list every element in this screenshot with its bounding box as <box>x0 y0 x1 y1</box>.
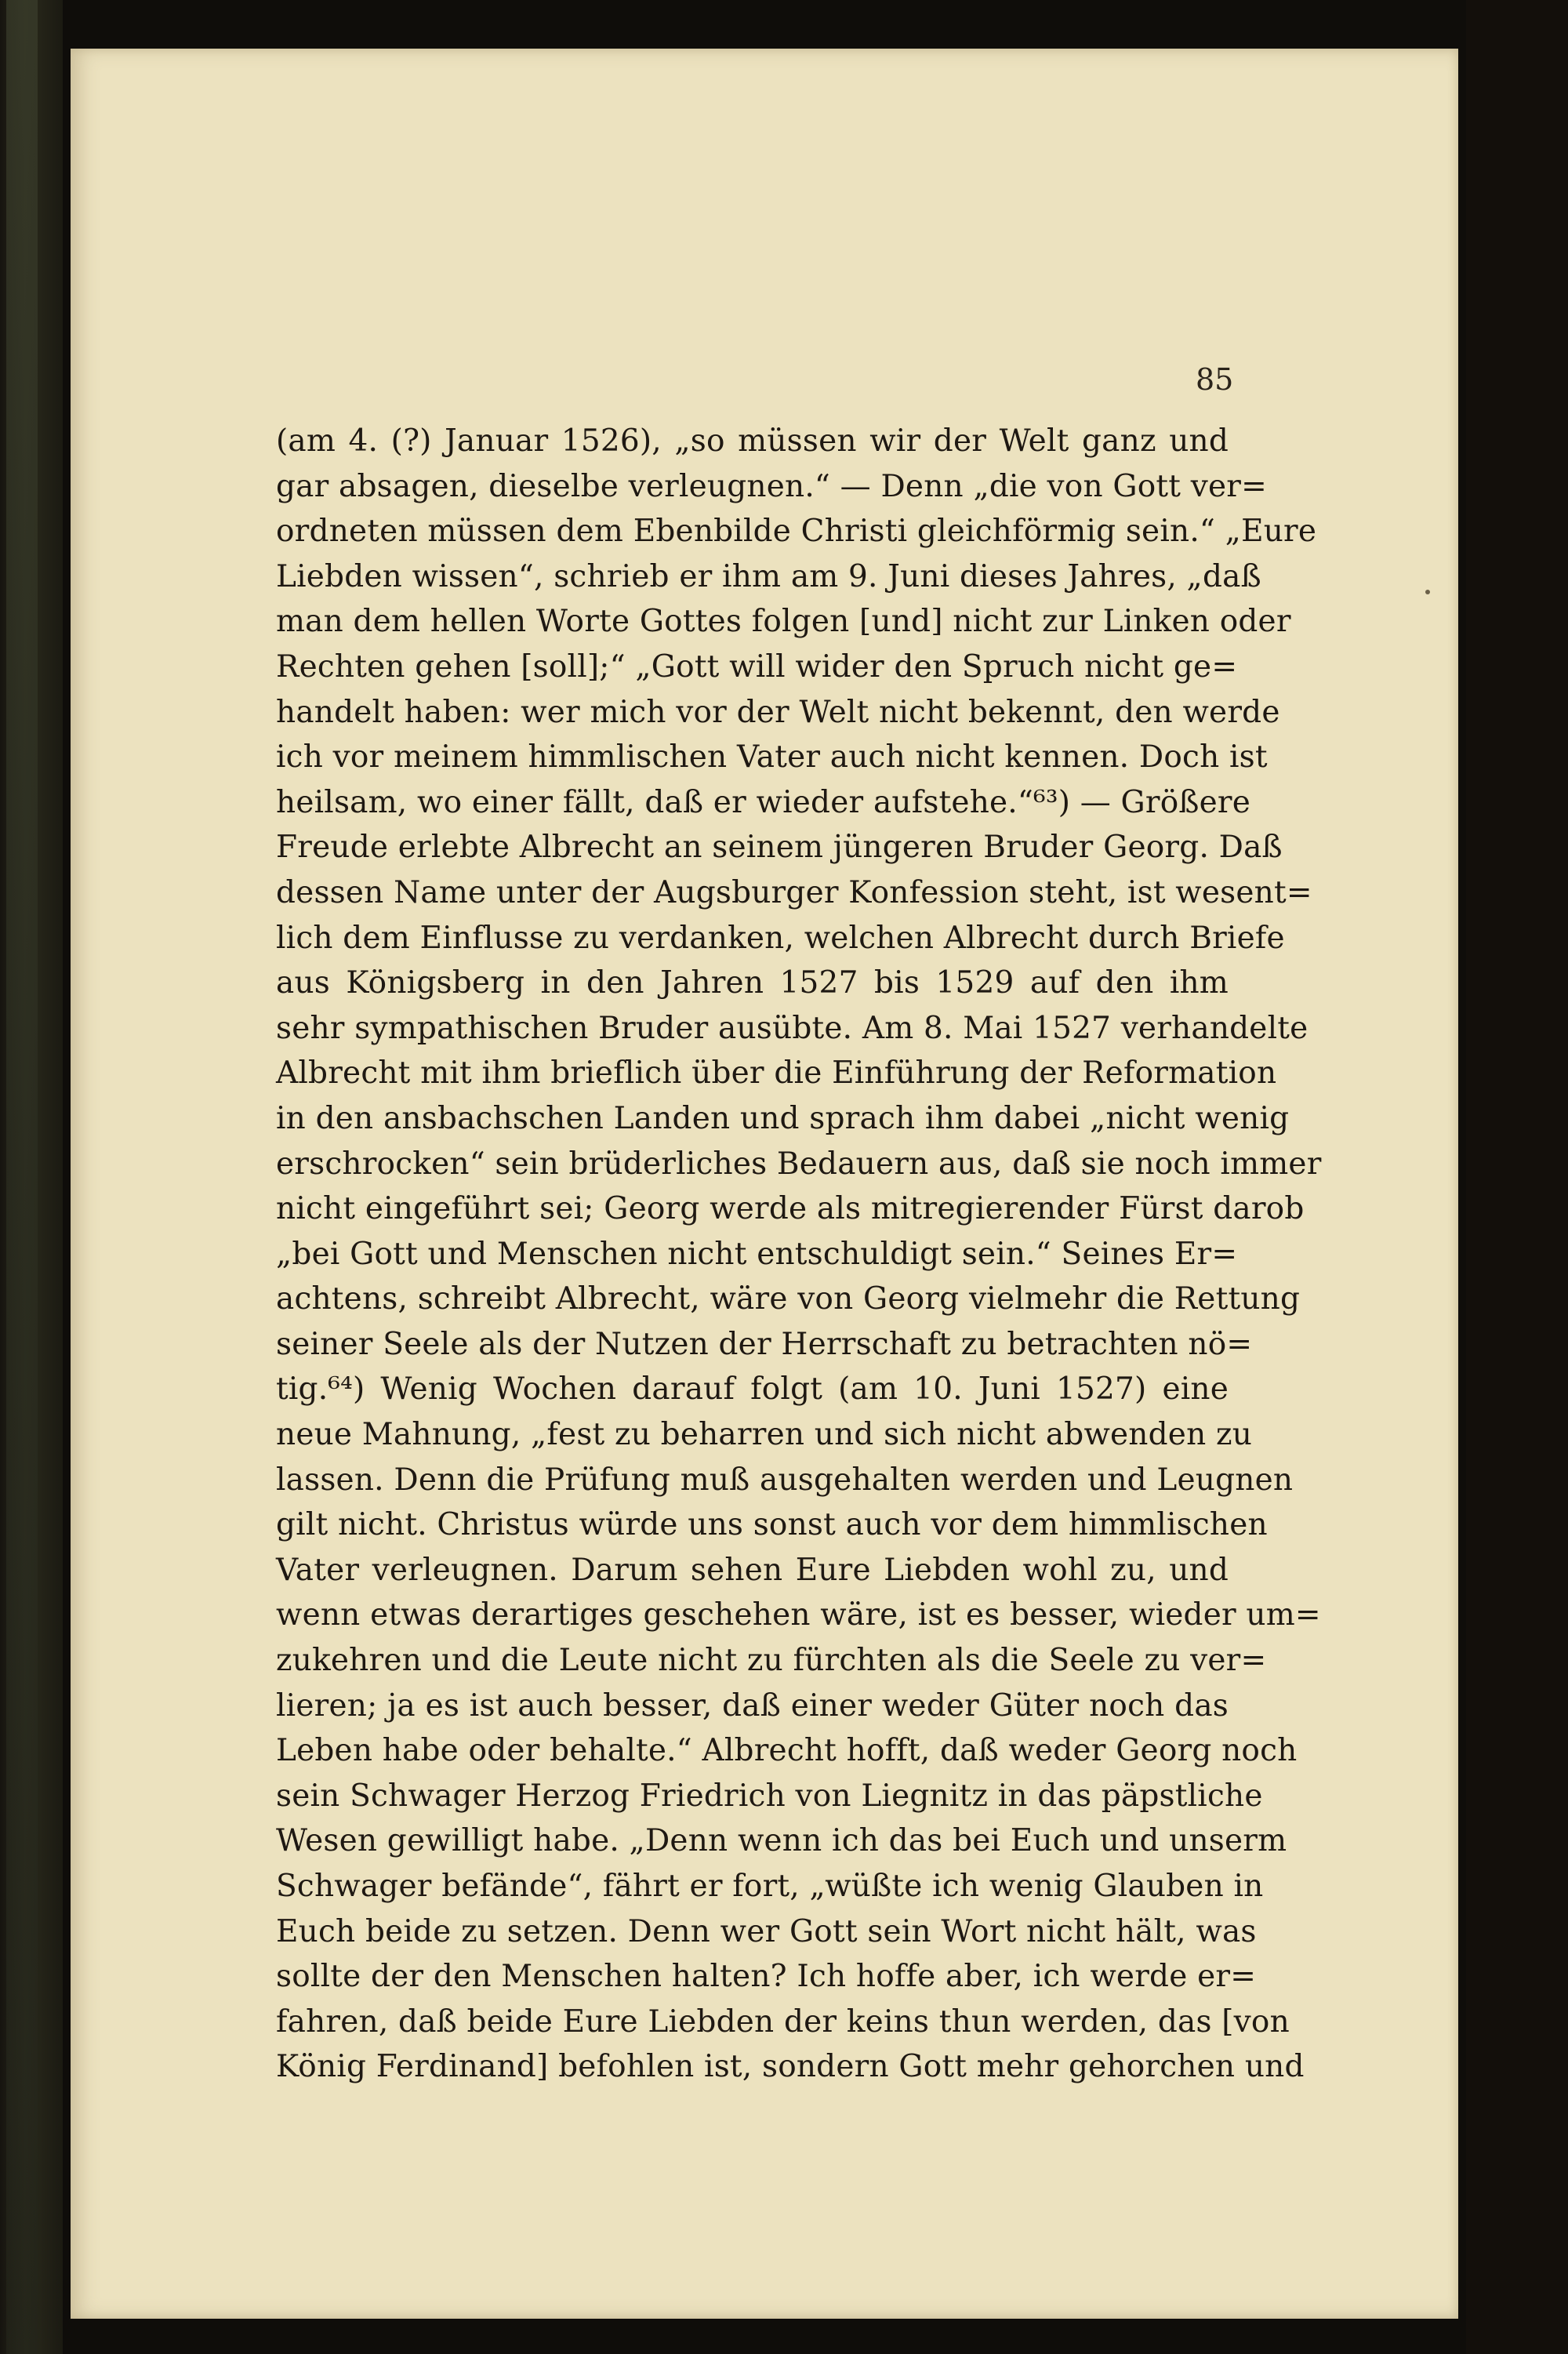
text-line: sehr sympathischen Bruder ausübte. Am 8. Mai 1527 verhandelte <box>276 1010 1308 1046</box>
text-line: gilt nicht. Christus würde uns sonst auch vor dem himmlischen <box>276 1507 1268 1543</box>
text-line: Vater verleugnen. Darum sehen Eure Liebden wohl zu, und <box>276 1552 1229 1588</box>
text-line: tig.⁶⁴) Wenig Wochen darauf folgt (am 10. Juni 1527) eine <box>276 1371 1229 1408</box>
text-line: Freude erlebte Albrecht an seinem jüngeren Bruder Georg. Daß <box>276 830 1283 866</box>
text-line: neue Mahnung, „fest zu beharren und sich nicht abwenden zu <box>276 1417 1253 1453</box>
book-binding-right <box>1466 0 1568 2354</box>
text-line: lassen. Denn die Prüfung muß ausgehalten werden und Leugnen <box>276 1462 1294 1498</box>
text-line: lieren; ja es ist auch besser, daß einer weder Güter noch das <box>276 1687 1229 1724</box>
text-line: handelt haben: wer mich vor der Welt nicht bekennt, den werde <box>276 694 1280 730</box>
page-number: 85 <box>1196 362 1234 397</box>
text-line: man dem hellen Worte Gottes folgen [und] nicht zur Linken oder <box>276 604 1291 640</box>
text-line: Euch beide zu setzen. Denn wer Gott sein Wort nicht hält, was <box>276 1913 1257 1949</box>
text-line: Liebden wissen“, schrieb er ihm am 9. Juni dieses Jahres, „daß <box>276 558 1261 594</box>
text-line: Albrecht mit ihm brieflich über die Einführung der Reformation <box>276 1055 1277 1092</box>
text-line: Schwager befände“, fährt er fort, „wüßte ich wenig Glauben in <box>276 1869 1264 1904</box>
text-line: sollte der den Menschen halten? Ich hoffe aber, ich werde er= <box>276 1959 1257 1995</box>
text-line: „bei Gott und Menschen nicht entschuldigt sein.“ Seines Er= <box>276 1236 1238 1272</box>
text-line: dessen Name unter der Augsburger Konfession steht, ist wesent= <box>276 874 1312 910</box>
text-line: erschrocken“ sein brüderliches Bedauern aus, daß sie noch immer <box>276 1146 1322 1182</box>
text-line: nicht eingeführt sei; Georg werde als mitregierender Fürst darob <box>276 1191 1305 1227</box>
text-line: wenn etwas derartiges geschehen wäre, ist es besser, wieder um= <box>276 1597 1321 1633</box>
binding-spine-strip <box>6 0 38 2354</box>
text-line: Rechten gehen [soll];“ „Gott will wider den Spruch nicht ge= <box>276 648 1238 685</box>
text-line: König Ferdinand] befohlen ist, sondern Gott mehr gehorchen und <box>276 2049 1305 2085</box>
text-line: (am 4. (?) Januar 1526), „so müssen wir der Welt ganz und <box>276 423 1229 459</box>
text-line: achtens, schreibt Albrecht, wäre von Georg vielmehr die Rettung <box>276 1281 1301 1317</box>
text-line: sein Schwager Herzog Friedrich von Liegnitz in das päpstliche <box>276 1778 1263 1814</box>
text-line: seiner Seele als der Nutzen der Herrschaft zu betrachten nö= <box>276 1326 1253 1362</box>
text-line: Wesen gewilligt habe. „Denn wenn ich das bei Euch und unserm <box>276 1823 1287 1859</box>
text-line: fahren, daß beide Eure Liebden der keins thun werden, das [von <box>276 2003 1290 2040</box>
text-line: lich dem Einflusse zu verdanken, welchen Albrecht durch Briefe <box>276 920 1285 956</box>
text-line: ich vor meinem himmlischen Vater auch nicht kennen. Doch ist <box>276 739 1268 776</box>
text-line: heilsam, wo einer fällt, daß er wieder aufstehe.“⁶³) — Größere <box>276 784 1251 820</box>
text-line: ordneten müssen dem Ebenbilde Christi gleichförmig sein.“ „Eure <box>276 514 1317 550</box>
text-line: zukehren und die Leute nicht zu fürchten als die Seele zu ver= <box>276 1643 1267 1679</box>
text-line: gar absagen, dieselbe verleugnen.“ — Denn „die von Gott ver= <box>276 468 1267 504</box>
text-line: Leben habe oder behalte.“ Albrecht hofft, daß weder Georg noch <box>276 1733 1298 1769</box>
paper-speck <box>1425 590 1430 594</box>
text-line: aus Königsberg in den Jahren 1527 bis 1529 auf den ihm <box>276 965 1229 1001</box>
text-line: in den ansbachschen Landen und sprach ihm dabei „nicht wenig <box>276 1100 1290 1136</box>
book-page <box>71 49 1458 2319</box>
body-text <box>276 419 1322 2090</box>
